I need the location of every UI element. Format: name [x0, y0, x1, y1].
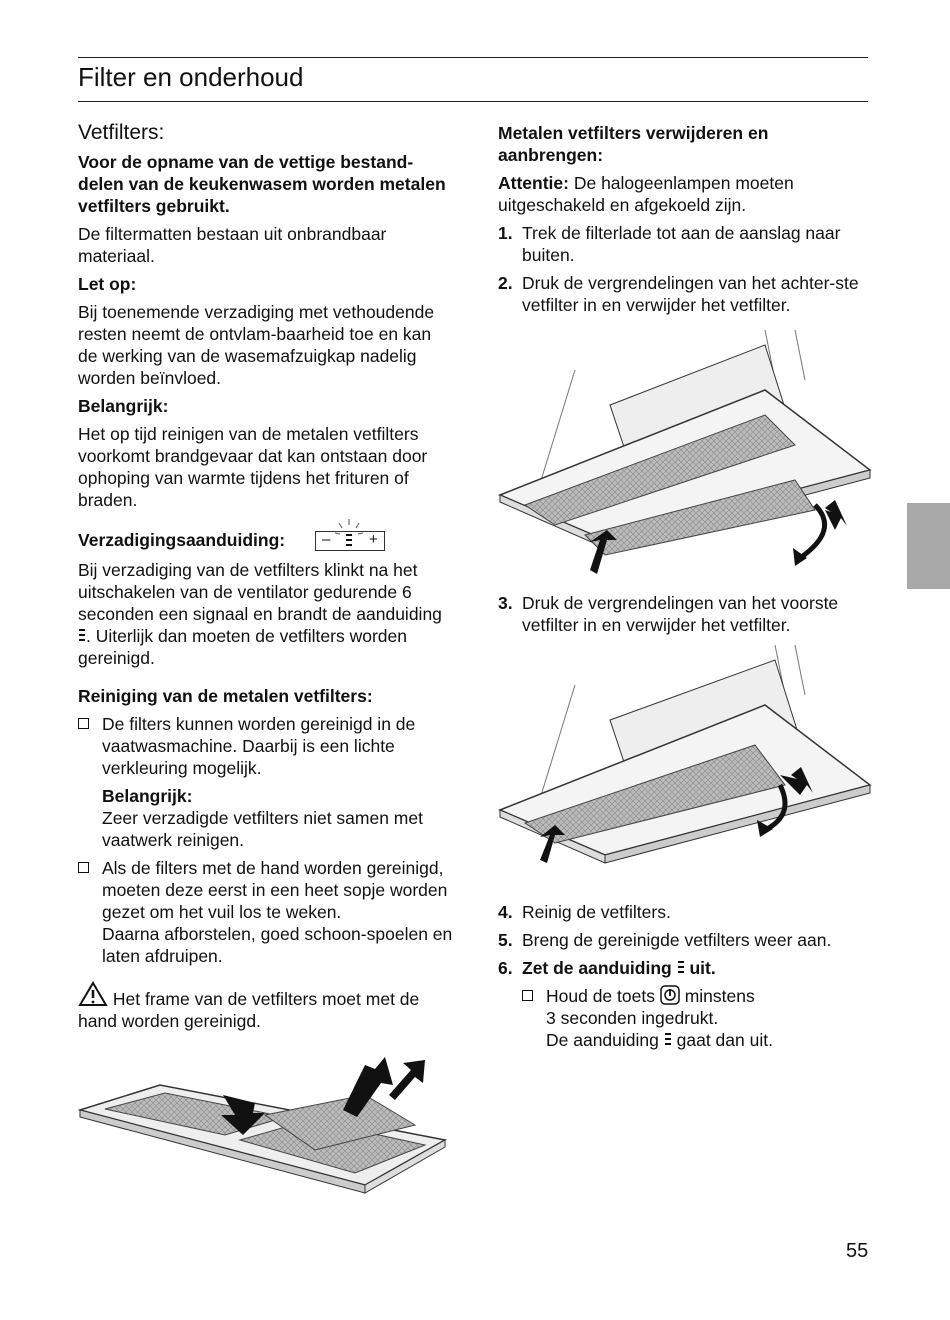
sub-text-d: De aanduiding — [546, 1030, 659, 1050]
step-text: Breng de gereinigde vetfilters weer aan. — [522, 930, 832, 950]
right-column-mid — [498, 592, 873, 642]
step-text: Reinig de vetfilters. — [522, 902, 671, 922]
saturation-text-part1: Bij verzadiging van de vetfilters klinkt na het uitschakelen van de ventilator gedurende 6 seconden een signaal en brandt de aanduiding — [78, 560, 442, 624]
sub-text-a: Houd de toets — [546, 986, 655, 1006]
warning-note — [78, 981, 453, 1032]
checkbox-bullet-icon — [522, 990, 533, 1001]
sub-text-c: 3 seconden ingedrukt. — [546, 1008, 719, 1028]
list-item — [78, 713, 453, 851]
warning-text: Het frame van de vetfilters moet met de hand worden gereinigd. — [78, 989, 420, 1031]
step-text: Druk de vergrendelingen van het achter-ste vetfilter in en verwijder het vetfilter. — [522, 273, 859, 315]
indicator-icon — [664, 1033, 672, 1047]
section-tab-marker — [907, 503, 950, 589]
left-column — [78, 122, 453, 1038]
light-rays-icon — [329, 517, 369, 557]
list-item — [498, 272, 873, 316]
list-item — [498, 901, 873, 923]
sub-text-e: gaat dan uit. — [676, 1030, 773, 1050]
saturation-row — [78, 529, 453, 553]
step-number: 2. — [498, 273, 513, 293]
sub-instruction-line1 — [546, 985, 873, 1007]
plus-symbol: + — [369, 531, 378, 548]
power-button-icon — [660, 985, 680, 1005]
list-item — [522, 985, 873, 1051]
intro-text: De filtermatten bestaan uit onbrandbaar materiaal. — [78, 224, 387, 266]
page-number: 55 — [846, 1240, 869, 1262]
indicator-icon — [78, 629, 86, 643]
warning-triangle-icon — [78, 981, 108, 1007]
saturation-text-part2: . Uiterlijk dan moeten de vetfilters worden gereinigd. — [78, 626, 407, 668]
indicator-icon — [677, 961, 685, 975]
page-title: Filter en onderhoud — [78, 62, 304, 92]
right-column — [498, 122, 873, 322]
list-item — [498, 957, 873, 979]
letop-label: Let op: — [78, 274, 137, 294]
letop-text: Bij toenemende verzadiging met vethoudende resten neemt de ontvlam-baarheid toe en kan de werking van de wasemafzuigkap nadelig worden beïnvloed. — [78, 302, 435, 388]
step-text: Zet de aanduiding — [522, 958, 672, 978]
right-heading: Metalen vetfilters verwijderen en aanbrengen: — [498, 123, 769, 165]
bullet2-text: Als de filters met de hand worden gereinigd, moeten deze eerst in een heet sopje worden gezet om het vuil los te weken. — [102, 858, 448, 922]
attention-label: Attentie: — [498, 173, 569, 193]
step-number: 1. — [498, 223, 513, 243]
bullet2-text-cont: Daarna afborstelen, goed schoon-spoelen en laten afdruipen. — [102, 924, 453, 966]
step-text: Trek de filterlade tot aan de aanslag naar buiten. — [522, 223, 841, 265]
hood-illustration-rear-filter — [495, 330, 885, 580]
step-number: 6. — [498, 958, 513, 978]
list-item — [498, 929, 873, 951]
title-rule — [78, 101, 868, 102]
step6-suffix: uit. — [689, 958, 716, 978]
hood-illustration-front-filter — [495, 645, 885, 875]
intro-bold: Voor de opname van de vettige bestand-delen van de keukenwasem worden metalen vetfilters gebruikt. — [78, 152, 446, 216]
belangrijk-text: Het op tijd reinigen van de metalen vetfilters voorkomt brandgevaar dat kan ontstaan door ophoping van warmte tijdens het frituren of braden. — [78, 424, 428, 510]
sub-instruction-line3 — [546, 1029, 873, 1051]
minus-symbol: – — [322, 531, 331, 548]
right-column-bottom — [498, 901, 873, 1051]
cleaning-heading: Reiniging van de metalen vetfilters: — [78, 686, 373, 706]
checkbox-bullet-icon — [78, 718, 89, 729]
bullet1-note-label: Belangrijk: — [102, 786, 193, 806]
step-number: 5. — [498, 930, 513, 950]
section-heading: Vetfilters: — [78, 121, 165, 144]
saturation-label: Verzadigingsaanduiding: — [78, 530, 286, 550]
checkbox-bullet-icon — [78, 862, 89, 873]
list-item — [78, 857, 453, 967]
attention-text: De halogeenlampen moeten uitgeschakeld en afgekoeld zijn. — [498, 173, 794, 215]
top-rule — [78, 57, 868, 58]
filter-frame-illustration — [75, 1055, 475, 1205]
step-number: 4. — [498, 902, 513, 922]
sub-text-b: minstens — [684, 986, 755, 1006]
saturation-text — [78, 559, 453, 669]
bullet1-note-text: Zeer verzadigde vetfilters niet samen met vaatwerk reinigen. — [102, 808, 423, 850]
step-text: Druk de vergrendelingen van het voorste vetfilter in en verwijder het vetfilter. — [522, 593, 839, 635]
step-number: 3. — [498, 593, 513, 613]
attention-note — [498, 172, 873, 216]
belangrijk-label: Belangrijk: — [78, 396, 169, 416]
list-item — [498, 592, 873, 636]
bullet1-text: De filters kunnen worden gereinigd in de vaatwasmachine. Daarbij is een lichte verkleuring mogelijk. — [102, 714, 416, 778]
list-item — [498, 222, 873, 266]
